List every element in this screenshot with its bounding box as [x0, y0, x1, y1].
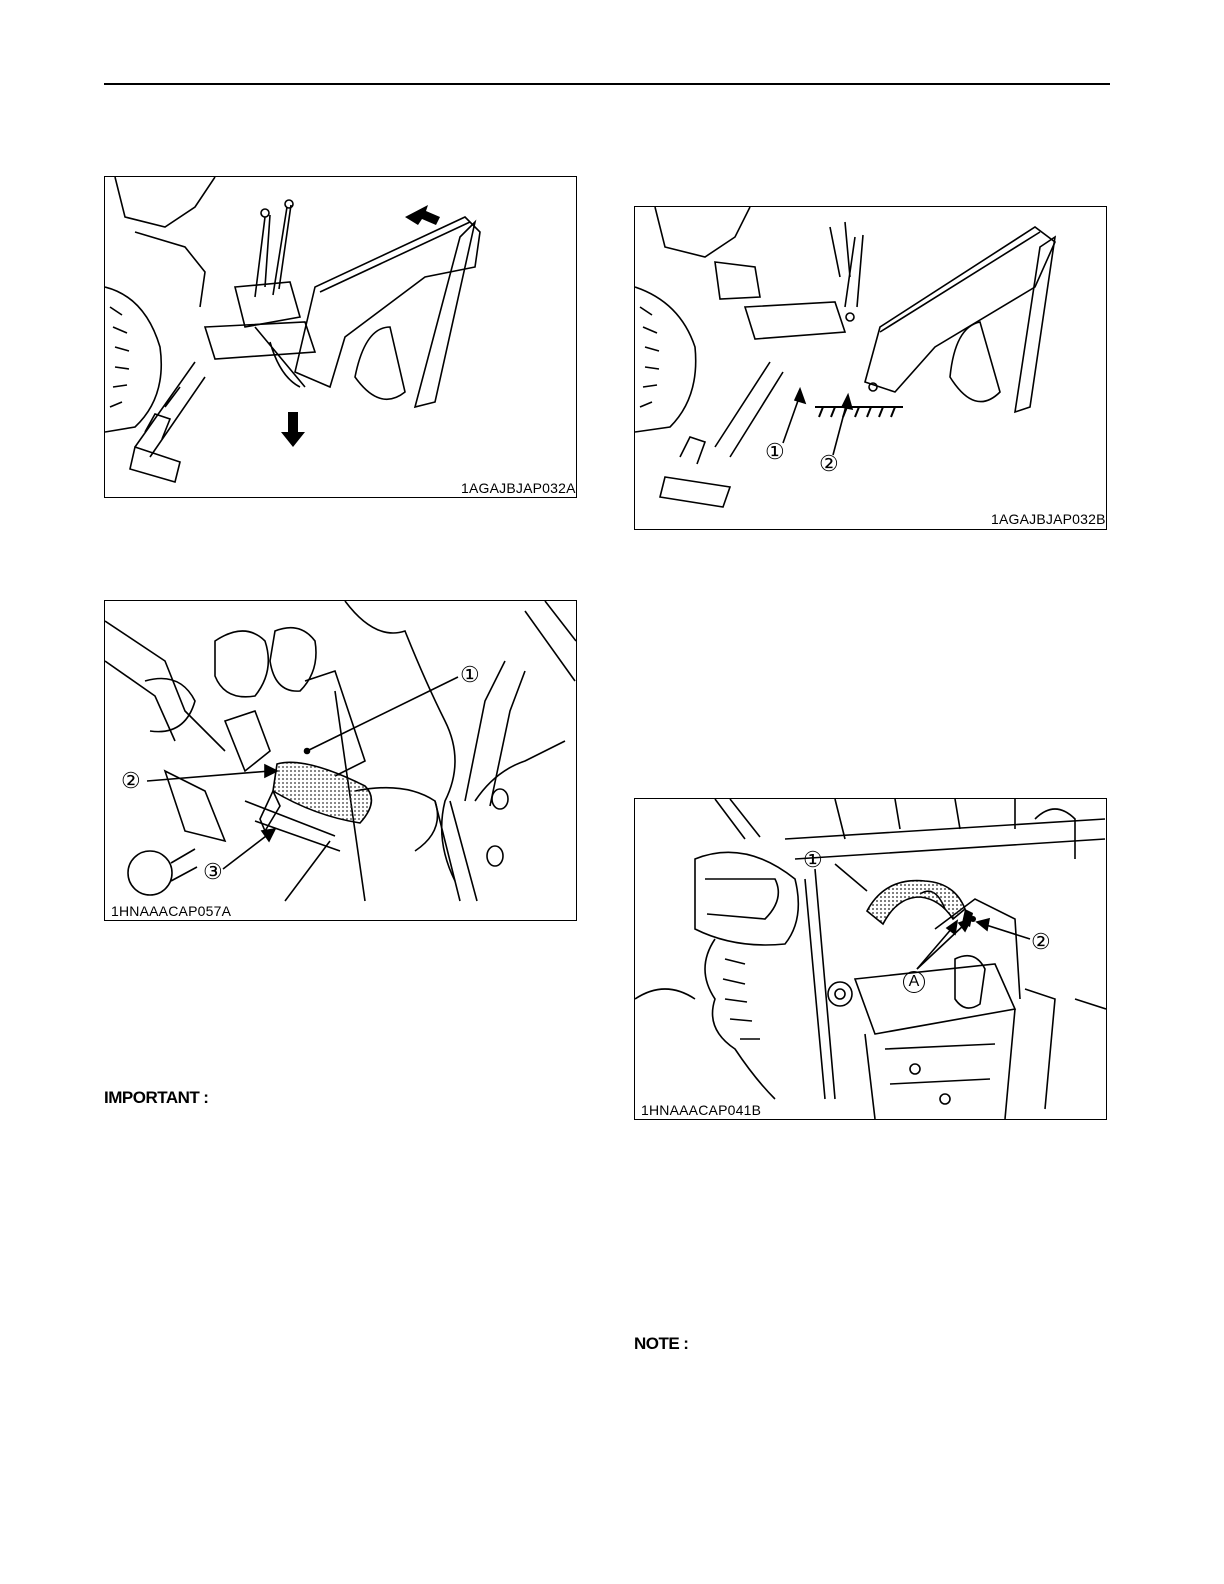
- callout-A: A: [903, 971, 925, 993]
- callout-2: ②: [819, 451, 839, 476]
- callout-1: ①: [460, 662, 480, 687]
- callout-1: ①: [803, 847, 823, 872]
- figure-backhoe-raise: [104, 176, 577, 498]
- important-label: [104, 1088, 208, 1108]
- callout-2: ②: [1031, 929, 1051, 954]
- hose-cover-illustration: [105, 601, 576, 920]
- header-rule: [104, 83, 1110, 85]
- figure-code: 1AGAJBJAP032A: [461, 480, 576, 496]
- figure-code: 1HNAAACAP041B: [641, 1102, 762, 1118]
- backhoe-ground-illustration: [635, 207, 1106, 529]
- figure-hose-cover: [104, 600, 577, 921]
- important-colon: :: [203, 1088, 209, 1107]
- engine-hose-illustration: [635, 799, 1106, 1119]
- backhoe-illustration: [105, 177, 576, 497]
- figure-backhoe-ground: [634, 206, 1107, 530]
- callout-3: ③: [203, 859, 223, 884]
- figure-code: 1AGAJBJAP032B: [991, 511, 1106, 527]
- figure-code: 1HNAAACAP057A: [111, 903, 232, 919]
- note-label: [634, 1334, 688, 1354]
- note-text: NOTE: [634, 1334, 680, 1353]
- important-text: IMPORTANT: [104, 1088, 200, 1107]
- note-colon: :: [683, 1334, 689, 1353]
- callout-1: ①: [765, 439, 785, 464]
- callout-2: ②: [121, 768, 141, 793]
- figure-engine-hose: [634, 798, 1107, 1120]
